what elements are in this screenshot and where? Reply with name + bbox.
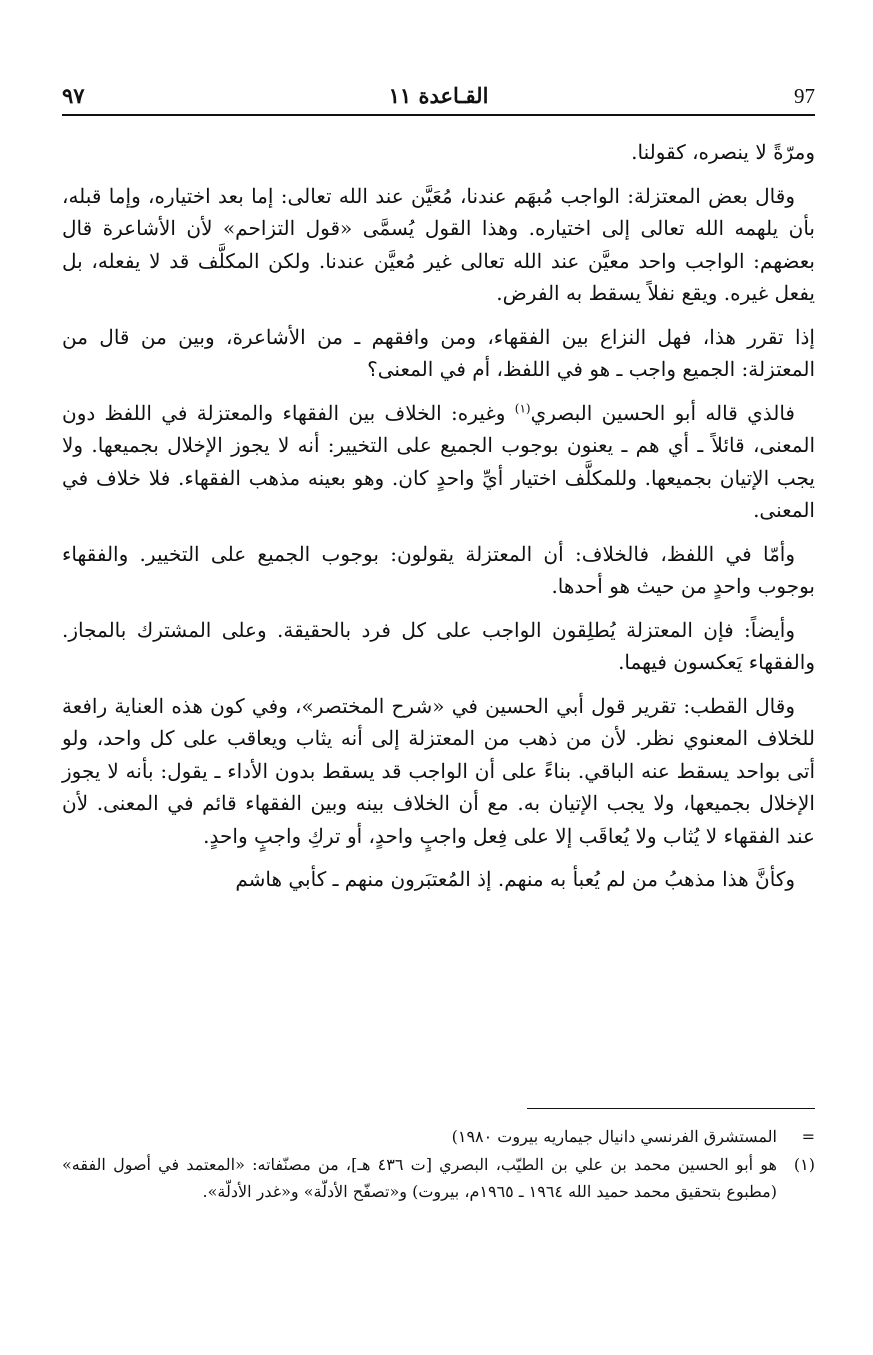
- paragraph-with-footnote: [62, 397, 815, 527]
- paragraph: وأيضاً: فإن المعتزلة يُطلِقون الواجب على كل فرد بالحقيقة. وعلى المشترك بالمجاز. والفقهاء يَعكسون فيهما.: [62, 617, 815, 674]
- running-title: القـاعدة ١١: [388, 83, 489, 108]
- paragraph: وكأنَّ هذا مذهبُ من لم يُعبأ به منهم. إذ المُعتبَرون منهم ـ كأبي هاشم: [235, 867, 795, 891]
- page-number-arabic: ٩٧: [62, 83, 85, 108]
- book-page: [62, 78, 815, 1278]
- paragraph: وأمّا في اللفظ، فالخلاف: أن المعتزلة يقولون: بوجوب الجميع على التخيير. والفقهاء بوجوب واحدٍ من حيث هو أحدها.: [62, 541, 815, 598]
- footnote-text: هو أبو الحسين محمد بن علي بن الطيّب، البصري [ت ٤٣٦ هـ]، من مصنّفاته: «المعتمد في أصول الفقه» (مطبوع بتحقيق محمد حميد الله ١٩٦٤ ـ ١٩٦٥م، بيروت) و«تصفّح الأدلّة» و«غدر الأدلّة».: [62, 1155, 777, 1201]
- paragraph-text: وغيره: الخلاف بين الفقهاء والمعتزلة في اللفظ دون المعنى، قائلاً ـ أي هم ـ يعنون بوجوب الجميع على التخيير: أنه لا يجوز الإخلال بجميعها. ولا يجب الإتيان بجميعها. وللمكلَّف اختيار أيِّ واحدٍ كان. وهو بعينه مذهب الفقهاء. فلا خلاف في المعنى.: [62, 400, 815, 522]
- footnote: [62, 1151, 815, 1205]
- paragraph: وقال القطب: تقرير قول أبي الحسين في «شرح المختصر»، وفي كون هذه العناية رافعة للخلاف المعنوي نظر. لأن من ذهب من المعتزلة إلى أنه يثاب ويعاقب على كل واحد، ولو أتى بواحد يسقط عنه الباقي. بناءً على أن الواجب قد يسقط بدون الأداء ـ يقول: بأنه لا يجوز الإخلال بجميعها، ولا يجب الإتيان به. مع أن الخلاف بينه وبين الفقهاء قائم في المعنى. لأن عند الفقهاء لا يُثاب ولا يُعاقَب إلا على فِعل واجبٍ واحدٍ، أو تركِ واجبٍ واحدٍ.: [62, 693, 815, 848]
- page-number-latin: 97: [794, 84, 815, 108]
- paragraph: إذا تقرر هذا، فهل النزاع بين الفقهاء، ومن وافقهم ـ من الأشاعرة، وبين من قال من المعتزلة: الجميع واجب ـ هو في اللفظ، أم في المعنى؟: [62, 324, 815, 381]
- paragraph: وقال بعض المعتزلة: الواجب مُبهَم عندنا، مُعَيَّن عند الله تعالى: إما بعد اختياره، وإما قبله، بأن يلهمه الله تعالى إلى اختياره. وهذا القول يُسمَّى «قول التزاحم» لأن الأشاعرة قال بعضهم: الواجب واحد معيَّن عند الله تعالى غير مُعيَّن عندنا. ولكن المكلَّف قد لا يفعله، بل يفعل غيره. ويقع نفلاً يسقط به الفرض.: [62, 183, 815, 305]
- footnote-mark: (١): [793, 1155, 815, 1174]
- main-text: [62, 136, 815, 896]
- paragraph: ومرّةً لا ينصره، كقولنا.: [631, 140, 815, 164]
- footnote-text: المستشرق الفرنسي دانيال جيماريه بيروت ١٩٨٠): [451, 1127, 777, 1146]
- footnotes: [62, 1123, 815, 1206]
- footnote-divider: [527, 1108, 815, 1109]
- footnote-reference[interactable]: (١): [514, 400, 531, 415]
- footnote: [62, 1123, 815, 1150]
- page-header: [62, 78, 815, 116]
- footnote-mark: =: [801, 1127, 815, 1146]
- paragraph-text: فالذي قاله أبو الحسين البصري: [530, 400, 795, 425]
